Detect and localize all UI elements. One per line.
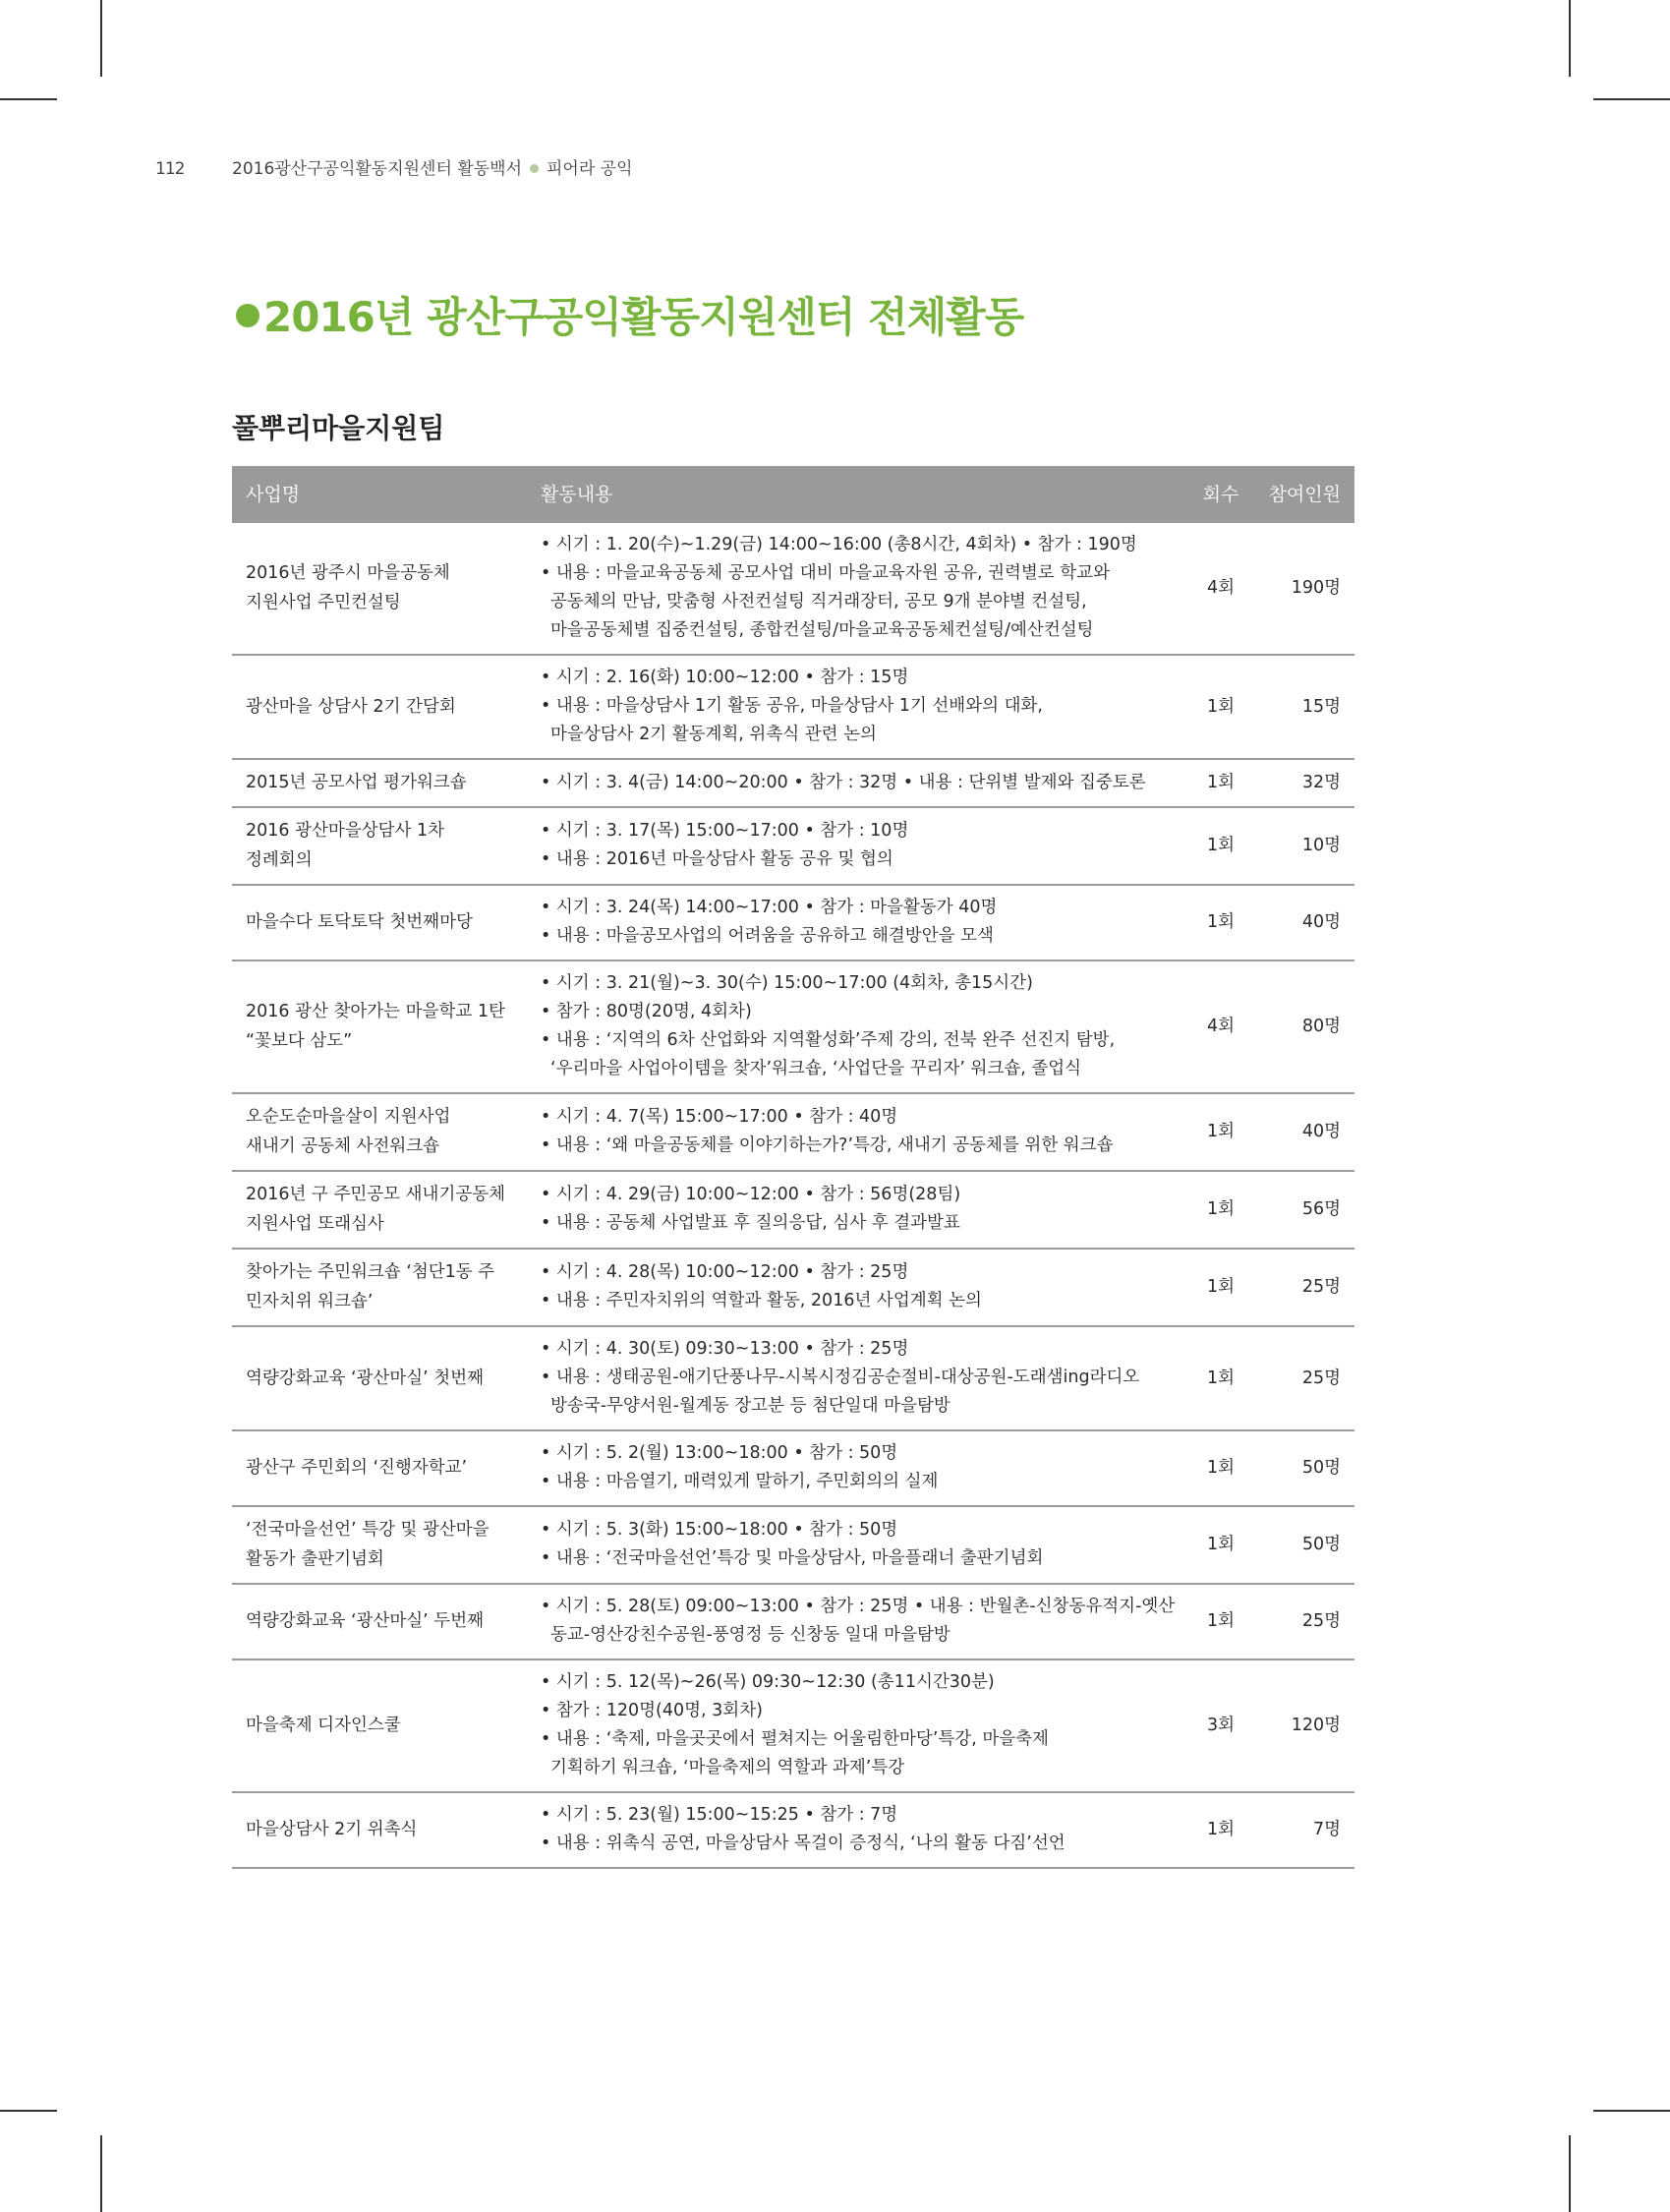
row-content-line: • 내용 : 주민자치위의 역할과 활동, 2016년 사업계획 논의 bbox=[541, 1291, 982, 1310]
page-number: 112 bbox=[155, 159, 185, 179]
row-people: 15명 bbox=[1301, 696, 1341, 717]
row-count: 1회 bbox=[1206, 836, 1236, 855]
row-content bbox=[527, 1171, 1185, 1249]
row-content-line: • 시기 : 3. 24(목) 14:00~17:00 • 참가 : 마을활동가 40명 bbox=[541, 898, 998, 917]
row-people: 50명 bbox=[1301, 1535, 1341, 1554]
row-content bbox=[527, 655, 1185, 759]
row-count: 1회 bbox=[1206, 1458, 1236, 1478]
row-name bbox=[232, 655, 527, 759]
row-content-line: • 시기 : 5. 3(화) 15:00~18:00 • 참가 : 50명 bbox=[541, 1520, 898, 1540]
row-name-line: 광산구 주민회의 ‘진행자학교’ bbox=[246, 1458, 468, 1478]
row-name-line: 역량강화교육 ‘광산마실’ 두번째 bbox=[246, 1611, 485, 1631]
row-people: 190명 bbox=[1291, 578, 1341, 598]
row-count: 1회 bbox=[1206, 773, 1236, 792]
row-name-line: 2015년 공모사업 평가워크숍 bbox=[246, 773, 467, 792]
row-name bbox=[232, 1430, 527, 1506]
table-row bbox=[232, 1506, 1354, 1584]
table-row bbox=[232, 1093, 1354, 1171]
main-title-text: 2016년 광산구공익활동지원센터 전체활동 bbox=[263, 293, 1024, 341]
row-content-line: • 시기 : 5. 2(월) 13:00~18:00 • 참가 : 50명 bbox=[541, 1443, 898, 1463]
table-row bbox=[232, 1792, 1354, 1868]
row-content-line: • 참가 : 80명(20명, 4회차) bbox=[541, 1002, 752, 1021]
row-content bbox=[527, 759, 1185, 807]
row-content bbox=[527, 1430, 1185, 1506]
row-content-line: • 내용 : 생태공원-애기단풍나무-시복시정김공순절비-대상공원-도래샘ing라디오 bbox=[541, 1368, 1140, 1387]
row-content-line: • 시기 : 3. 4(금) 14:00~20:00 • 참가 : 32명 • 내용 : 단위별 발제와 집중토론 bbox=[541, 772, 1146, 792]
row-name bbox=[232, 523, 527, 655]
row-count: 1회 bbox=[1206, 1820, 1236, 1839]
row-content bbox=[527, 807, 1185, 885]
row-name-line: 마을상담사 2기 위촉식 bbox=[246, 1820, 418, 1839]
row-content bbox=[527, 1584, 1185, 1659]
table-body bbox=[232, 523, 1354, 1868]
table-row bbox=[232, 1430, 1354, 1506]
row-name-line: 지원사업 또래심사 bbox=[246, 1214, 384, 1234]
row-people: 10명 bbox=[1301, 836, 1341, 855]
row-name bbox=[232, 885, 527, 960]
row-content-line: • 내용 : ‘왜 마을공동체를 이야기하는가?’특강, 새내기 공동체를 위한 워크숍 bbox=[541, 1135, 1114, 1155]
row-content bbox=[527, 523, 1185, 655]
row-content-line: • 내용 : 공동체 사업발표 후 질의응답, 심사 후 결과발표 bbox=[541, 1213, 960, 1233]
row-content-line: • 시기 : 4. 7(목) 15:00~17:00 • 참가 : 40명 bbox=[541, 1107, 898, 1127]
row-name-line: 정례회의 bbox=[246, 850, 313, 870]
row-name-line: 오순도순마을살이 지원사업 bbox=[246, 1107, 451, 1127]
row-people: 40명 bbox=[1301, 1122, 1341, 1141]
header-people: 참여인원 bbox=[1256, 466, 1354, 523]
crop-mark-top-right-horizontal bbox=[1593, 98, 1670, 100]
row-content-line: • 시기 : 5. 23(월) 15:00~15:25 • 참가 : 7명 bbox=[541, 1805, 898, 1825]
row-name bbox=[232, 1584, 527, 1659]
row-content-line: • 시기 : 2. 16(화) 10:00~12:00 • 참가 : 15명 bbox=[541, 668, 909, 687]
row-content bbox=[527, 1506, 1185, 1584]
row-content-line: 기획하기 워크숍, ‘마을축제의 역할과 과제’특강 bbox=[550, 1758, 905, 1777]
row-name-line: 역량강화교육 ‘광산마실’ 첫번째 bbox=[246, 1368, 485, 1388]
row-content-line: • 내용 : 마을공모사업의 어려움을 공유하고 해결방안을 모색 bbox=[541, 926, 994, 946]
row-content bbox=[527, 1792, 1185, 1868]
row-content-line: • 내용 : ‘축제, 마을곳곳에서 펼쳐지는 어울림한마당’특강, 마을축제 bbox=[541, 1729, 1049, 1749]
row-name-line: 2016 광산 찾아가는 마을학교 1탄 bbox=[246, 1002, 505, 1021]
row-count: 3회 bbox=[1206, 1716, 1236, 1735]
row-content-line: • 내용 : 마을교육공동체 공모사업 대비 마을교육자원 공유, 권력별로 학교와 bbox=[541, 563, 1110, 583]
table-row bbox=[232, 807, 1354, 885]
crop-mark-bottom-left-vertical bbox=[100, 2135, 102, 2212]
table-row bbox=[232, 1326, 1354, 1430]
row-content-line: • 시기 : 4. 30(토) 09:30~13:00 • 참가 : 25명 bbox=[541, 1339, 909, 1359]
row-name bbox=[232, 1659, 527, 1792]
row-name bbox=[232, 960, 527, 1093]
row-content-line: 마을상담사 2기 활동계획, 위촉식 관련 논의 bbox=[550, 725, 877, 744]
row-name bbox=[232, 1249, 527, 1326]
row-people: 80명 bbox=[1301, 1017, 1341, 1036]
row-name-line: 마을수다 토닥토닥 첫번째마당 bbox=[246, 912, 473, 932]
row-name-line: 지원사업 주민컨설팅 bbox=[246, 593, 401, 612]
row-count: 1회 bbox=[1206, 1122, 1236, 1141]
row-name-line: 새내기 공동체 사전워크숍 bbox=[246, 1136, 440, 1156]
row-content-line: • 참가 : 120명(40명, 3회차) bbox=[541, 1701, 763, 1720]
table-row bbox=[232, 885, 1354, 960]
row-content-line: • 시기 : 5. 28(토) 09:00~13:00 • 참가 : 25명 • 내용 : 반월촌-신창동유적지-옛산 bbox=[541, 1597, 1176, 1616]
header-name: 사업명 bbox=[232, 466, 527, 523]
row-name bbox=[232, 1792, 527, 1868]
row-people: 32명 bbox=[1301, 773, 1341, 792]
row-content-line: • 내용 : 위촉식 공연, 마을상담사 목걸이 증정식, ‘나의 활동 다짐’선언 bbox=[541, 1834, 1065, 1853]
row-content-line: 방송국-무양서원-월계동 장고분 등 첨단일대 마을탐방 bbox=[550, 1396, 950, 1416]
row-people: 25명 bbox=[1301, 1611, 1341, 1631]
row-count: 1회 bbox=[1206, 912, 1236, 932]
section-name: 피어라 공익 bbox=[547, 159, 633, 179]
table-row bbox=[232, 759, 1354, 807]
row-people: 50명 bbox=[1301, 1458, 1341, 1478]
row-content bbox=[527, 1093, 1185, 1171]
row-name-line: “꽃보다 삼도” bbox=[246, 1031, 353, 1051]
table-row bbox=[232, 1584, 1354, 1659]
row-name-line: 2016년 광주시 마을공동체 bbox=[246, 563, 450, 583]
row-content-line: ‘우리마을 사업아이템을 찾자’워크숍, ‘사업단을 꾸리자’ 워크숍, 졸업식 bbox=[550, 1059, 1082, 1078]
row-name bbox=[232, 1326, 527, 1430]
table-row bbox=[232, 1171, 1354, 1249]
team-title: 풀뿌리마을지원팀 bbox=[232, 412, 445, 444]
row-name bbox=[232, 759, 527, 807]
row-name-line: 2016년 구 주민공모 새내기공동체 bbox=[246, 1185, 506, 1204]
crop-mark-bottom-right-horizontal bbox=[1593, 2110, 1670, 2112]
header-content: 활동내용 bbox=[527, 466, 1185, 523]
row-content-line: • 시기 : 4. 28(목) 10:00~12:00 • 참가 : 25명 bbox=[541, 1262, 909, 1282]
row-content bbox=[527, 960, 1185, 1093]
row-content-line: • 내용 : ‘전국마을선언’특강 및 마을상담사, 마을플래너 출판기념회 bbox=[541, 1548, 1044, 1568]
row-name-line: 민자치위 워크숍’ bbox=[246, 1292, 374, 1311]
row-count: 1회 bbox=[1206, 1199, 1236, 1219]
row-content-line: • 내용 : 2016년 마을상담사 활동 공유 및 협의 bbox=[541, 849, 893, 869]
header-count: 회수 bbox=[1185, 466, 1256, 523]
row-content-line: • 시기 : 1. 20(수)~1.29(금) 14:00~16:00 (총8시간, 4회차) • 참가 : 190명 bbox=[541, 535, 1137, 554]
row-name-line: 찾아가는 주민워크숍 ‘첨단1동 주 bbox=[246, 1262, 495, 1282]
row-people: 7명 bbox=[1312, 1820, 1341, 1839]
row-count: 1회 bbox=[1206, 1535, 1236, 1554]
row-people: 40명 bbox=[1301, 912, 1341, 932]
activities-table bbox=[232, 466, 1354, 1869]
crop-mark-bottom-left-horizontal bbox=[0, 2110, 57, 2112]
row-count: 1회 bbox=[1206, 1277, 1236, 1297]
main-title bbox=[236, 285, 1023, 344]
row-content-line: • 내용 : ‘지역의 6차 산업화와 지역활성화’주제 강의, 전북 완주 선진지 탐방, bbox=[541, 1030, 1116, 1050]
running-head bbox=[155, 154, 633, 179]
row-content-line: 동교-영산강친수공원-풍영정 등 신창동 일대 마을탐방 bbox=[550, 1625, 950, 1645]
row-name bbox=[232, 1506, 527, 1584]
row-content-line: • 내용 : 마을상담사 1기 활동 공유, 마을상담사 1기 선배와의 대화, bbox=[541, 696, 1043, 716]
row-content-line: • 내용 : 마음열기, 매력있게 말하기, 주민회의의 실제 bbox=[541, 1472, 939, 1491]
row-content-line: • 시기 : 4. 29(금) 10:00~12:00 • 참가 : 56명(28팀) bbox=[541, 1185, 961, 1204]
crop-mark-top-left-vertical bbox=[100, 0, 102, 77]
table-row bbox=[232, 523, 1354, 655]
row-count: 4회 bbox=[1206, 578, 1236, 598]
separator-dot-icon bbox=[530, 164, 539, 173]
row-content-line: 마을공동체별 집중컨설팅, 종합컨설팅/마을교육공동체컨설팅/예산컨설팅 bbox=[550, 620, 1094, 640]
row-people: 56명 bbox=[1301, 1199, 1341, 1219]
table-row bbox=[232, 1659, 1354, 1792]
row-content-line: • 시기 : 3. 17(목) 15:00~17:00 • 참가 : 10명 bbox=[541, 821, 909, 841]
row-name bbox=[232, 1171, 527, 1249]
crop-mark-top-left-horizontal bbox=[0, 98, 57, 100]
table-header-row bbox=[232, 466, 1354, 523]
row-name-line: 활동가 출판기념회 bbox=[246, 1549, 384, 1569]
book-title: 2016광산구공익활동지원센터 활동백서 bbox=[232, 159, 522, 179]
row-name bbox=[232, 807, 527, 885]
crop-mark-top-right-vertical bbox=[1569, 0, 1571, 77]
row-people: 120명 bbox=[1291, 1716, 1341, 1735]
row-content bbox=[527, 1326, 1185, 1430]
row-name-line: 2016 광산마을상담사 1차 bbox=[246, 821, 445, 841]
row-content-line: 공동체의 만남, 맞춤형 사전컨설팅 직거래장터, 공모 9개 분야별 컨설팅, bbox=[550, 592, 1087, 611]
crop-mark-bottom-right-vertical bbox=[1569, 2135, 1571, 2212]
row-content bbox=[527, 1659, 1185, 1792]
row-count: 1회 bbox=[1206, 696, 1236, 717]
row-count: 1회 bbox=[1206, 1611, 1236, 1631]
table-row bbox=[232, 655, 1354, 759]
row-name bbox=[232, 1093, 527, 1171]
table-row bbox=[232, 1249, 1354, 1326]
row-name-line: 광산마을 상담사 2기 간담회 bbox=[246, 696, 456, 717]
title-bullet-icon bbox=[236, 304, 259, 327]
row-name-line: ‘전국마을선언’ 특강 및 광산마을 bbox=[246, 1520, 489, 1540]
row-content-line: • 시기 : 5. 12(목)~26(목) 09:30~12:30 (총11시간30분) bbox=[541, 1672, 995, 1692]
row-count: 1회 bbox=[1206, 1368, 1236, 1388]
row-name-line: 마을축제 디자인스쿨 bbox=[246, 1716, 401, 1735]
table-row bbox=[232, 960, 1354, 1093]
row-people: 25명 bbox=[1301, 1368, 1341, 1388]
row-content-line: • 시기 : 3. 21(월)~3. 30(수) 15:00~17:00 (4회차, 총15시간) bbox=[541, 973, 1033, 993]
row-content bbox=[527, 885, 1185, 960]
row-count: 4회 bbox=[1206, 1017, 1236, 1036]
row-content bbox=[527, 1249, 1185, 1326]
row-people: 25명 bbox=[1301, 1277, 1341, 1297]
